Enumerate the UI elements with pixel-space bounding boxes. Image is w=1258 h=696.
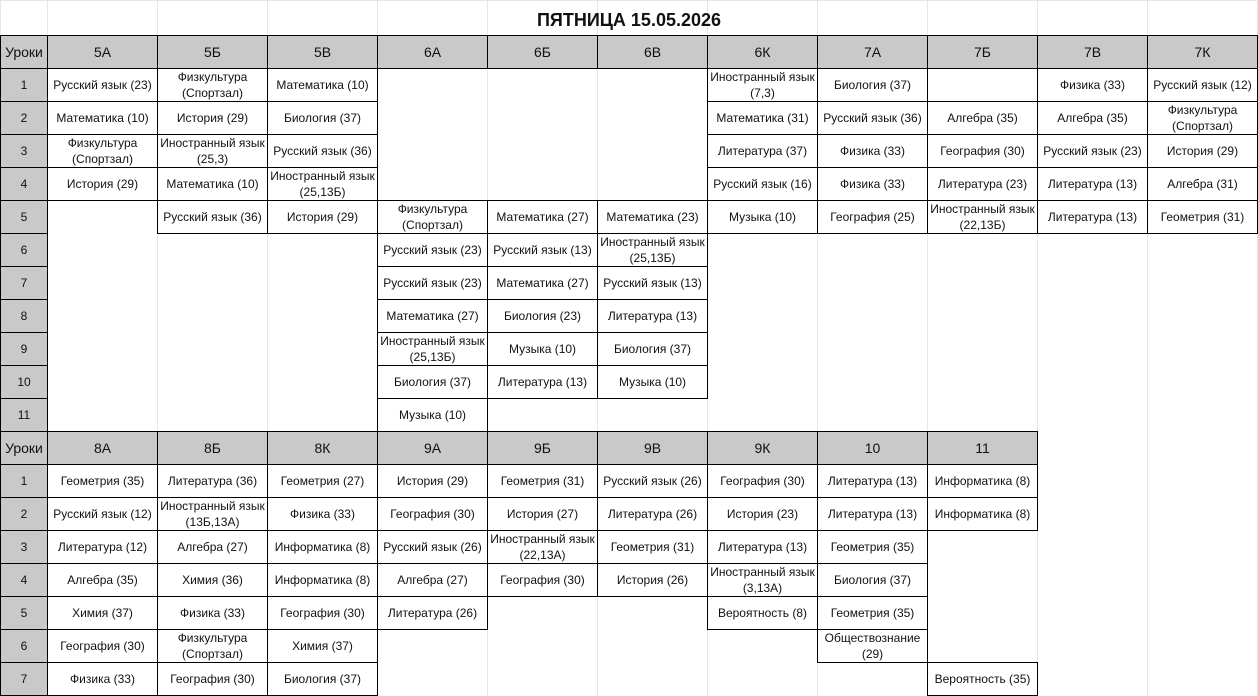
lesson-cell: Физкультура (Спортзал) — [47, 134, 158, 168]
lesson-cell: Математика (27) — [487, 266, 598, 300]
lesson-cell: Русский язык (16) — [707, 167, 818, 201]
lesson-cell: Физика (33) — [47, 662, 158, 696]
class-header: 7К — [1147, 35, 1258, 69]
lesson-number: 7 — [0, 662, 48, 696]
lesson-cell: Физика (33) — [817, 134, 928, 168]
lesson-cell: Геометрия (31) — [1147, 200, 1258, 234]
lesson-cell: Иностранный язык (22,13Б) — [927, 200, 1038, 234]
lesson-cell: География (30) — [267, 596, 378, 630]
lesson-number: 5 — [0, 200, 48, 234]
lesson-number: 4 — [0, 167, 48, 201]
class-header: 8Б — [157, 431, 268, 465]
lesson-cell: Русский язык (26) — [377, 530, 488, 564]
lesson-cell: Русский язык (36) — [267, 134, 378, 168]
class-header: 6К — [707, 35, 818, 69]
class-header: 9В — [597, 431, 708, 465]
lesson-cell: Физкультура (Спортзал) — [377, 200, 488, 234]
lesson-number: 7 — [0, 266, 48, 300]
lesson-cell: Физика (33) — [157, 596, 268, 630]
lesson-cell: Русский язык (23) — [377, 266, 488, 300]
class-header: 11 — [927, 431, 1038, 465]
lesson-cell: Русский язык (23) — [377, 233, 488, 267]
lesson-cell: Русский язык (12) — [1147, 68, 1258, 102]
lesson-cell: Математика (27) — [377, 299, 488, 333]
lesson-cell: Иностранный язык (25,13Б) — [597, 233, 708, 267]
lesson-cell: Русский язык (23) — [47, 68, 158, 102]
lesson-cell: Физкультура (Спортзал) — [157, 629, 268, 663]
lesson-cell: Музыка (10) — [377, 398, 488, 432]
lesson-cell: Литература (13) — [707, 530, 818, 564]
lesson-number: 3 — [0, 134, 48, 168]
class-header: 5А — [47, 35, 158, 69]
lesson-cell: Геометрия (35) — [817, 596, 928, 630]
lesson-cell: Литература (13) — [817, 497, 928, 531]
lesson-cell: Информатика (8) — [267, 563, 378, 597]
lesson-cell: Математика (27) — [487, 200, 598, 234]
lesson-cell: Информатика (8) — [927, 497, 1038, 531]
class-header: 8А — [47, 431, 158, 465]
lesson-cell: Математика (31) — [707, 101, 818, 135]
lesson-cell: Биология (37) — [817, 68, 928, 102]
lesson-number: 9 — [0, 332, 48, 366]
lesson-cell: Алгебра (27) — [157, 530, 268, 564]
lesson-cell: Геометрия (27) — [267, 464, 378, 498]
lesson-cell: Математика (23) — [597, 200, 708, 234]
lesson-cell: Русский язык (36) — [817, 101, 928, 135]
lesson-cell: География (30) — [707, 464, 818, 498]
lesson-cell: История (27) — [487, 497, 598, 531]
lesson-cell: Литература (13) — [597, 299, 708, 333]
lesson-cell: Биология (37) — [377, 365, 488, 399]
lesson-cell: Иностранный язык (13Б,13А) — [157, 497, 268, 531]
lesson-cell: Химия (37) — [267, 629, 378, 663]
lesson-cell: Алгебра (35) — [927, 101, 1038, 135]
lesson-number: 10 — [0, 365, 48, 399]
lesson-cell: География (30) — [487, 563, 598, 597]
lesson-cell: Литература (26) — [377, 596, 488, 630]
lesson-cell: Алгебра (31) — [1147, 167, 1258, 201]
class-header: 7А — [817, 35, 928, 69]
lesson-cell: Биология (23) — [487, 299, 598, 333]
lesson-cell: История (29) — [157, 101, 268, 135]
lesson-cell: История (26) — [597, 563, 708, 597]
lesson-cell: Иностранный язык (7,3) — [707, 68, 818, 102]
lesson-cell: География (30) — [927, 134, 1038, 168]
class-header: 10 — [817, 431, 928, 465]
lesson-cell: Обществознание (29) — [817, 629, 928, 663]
lesson-cell: Геометрия (35) — [817, 530, 928, 564]
lesson-cell: Химия (36) — [157, 563, 268, 597]
lesson-number: 3 — [0, 530, 48, 564]
lesson-cell: Геометрия (31) — [597, 530, 708, 564]
lesson-cell: География (30) — [157, 662, 268, 696]
class-header: 9А — [377, 431, 488, 465]
lesson-number: 4 — [0, 563, 48, 597]
lesson-cell: Иностранный язык (3,13А) — [707, 563, 818, 597]
lesson-cell: Литература (12) — [47, 530, 158, 564]
class-header: 5В — [267, 35, 378, 69]
lesson-cell: Музыка (10) — [707, 200, 818, 234]
lessons-header: Уроки — [0, 431, 48, 465]
lesson-cell: Химия (37) — [47, 596, 158, 630]
lesson-cell: Литература (26) — [597, 497, 708, 531]
lesson-cell: Музыка (10) — [597, 365, 708, 399]
lesson-cell: История (23) — [707, 497, 818, 531]
lesson-cell: Физкультура (Спортзал) — [157, 68, 268, 102]
lesson-cell: Физкультура (Спортзал) — [1147, 101, 1258, 135]
lesson-cell: Математика (10) — [47, 101, 158, 135]
lesson-cell: Русский язык (36) — [157, 200, 268, 234]
lesson-cell: Информатика (8) — [267, 530, 378, 564]
lesson-cell: История (29) — [47, 167, 158, 201]
lesson-cell: География (30) — [377, 497, 488, 531]
lesson-cell: Математика (10) — [267, 68, 378, 102]
lesson-cell: Алгебра (35) — [47, 563, 158, 597]
class-header: 9К — [707, 431, 818, 465]
class-header: 6В — [597, 35, 708, 69]
schedule-title: ПЯТНИЦА 15.05.2026 — [536, 9, 722, 30]
class-header: 6Б — [487, 35, 598, 69]
lesson-cell: История (29) — [267, 200, 378, 234]
lesson-cell: Русский язык (13) — [597, 266, 708, 300]
lesson-cell: Геометрия (31) — [487, 464, 598, 498]
lesson-cell: Физика (33) — [267, 497, 378, 531]
lesson-cell: Литература (13) — [487, 365, 598, 399]
lesson-cell: Геометрия (35) — [47, 464, 158, 498]
lesson-number: 1 — [0, 464, 48, 498]
lesson-cell: Вероятность (35) — [927, 662, 1038, 696]
class-header: 6А — [377, 35, 488, 69]
lesson-cell: Литература (13) — [1037, 200, 1148, 234]
lesson-cell: Иностранный язык (25,13Б) — [377, 332, 488, 366]
lesson-cell: Биология (37) — [817, 563, 928, 597]
lesson-cell: Информатика (8) — [927, 464, 1038, 498]
class-header: 7Б — [927, 35, 1038, 69]
lesson-cell: Биология (37) — [597, 332, 708, 366]
lesson-cell: Физика (33) — [817, 167, 928, 201]
lesson-cell: География (25) — [817, 200, 928, 234]
lesson-cell: Алгебра (35) — [1037, 101, 1148, 135]
lesson-number: 6 — [0, 629, 48, 663]
lesson-cell: Литература (13) — [1037, 167, 1148, 201]
lesson-cell: Русский язык (23) — [1037, 134, 1148, 168]
lesson-cell: Физика (33) — [1037, 68, 1148, 102]
class-header: 9Б — [487, 431, 598, 465]
lesson-number: 1 — [0, 68, 48, 102]
lesson-number: 2 — [0, 497, 48, 531]
lesson-cell: Математика (10) — [157, 167, 268, 201]
lesson-number: 5 — [0, 596, 48, 630]
lesson-cell: География (30) — [47, 629, 158, 663]
lesson-cell: Русский язык (26) — [597, 464, 708, 498]
lesson-cell: Иностранный язык (25,3) — [157, 134, 268, 168]
lesson-cell: Иностранный язык (25,13Б) — [267, 167, 378, 201]
class-header: 8К — [267, 431, 378, 465]
lesson-cell: Литература (37) — [707, 134, 818, 168]
lessons-header: Уроки — [0, 35, 48, 69]
class-header: 7В — [1037, 35, 1148, 69]
lesson-cell: Русский язык (13) — [487, 233, 598, 267]
lesson-cell: Алгебра (27) — [377, 563, 488, 597]
lesson-cell: Биология (37) — [267, 101, 378, 135]
lesson-number: 6 — [0, 233, 48, 267]
lesson-cell: История (29) — [377, 464, 488, 498]
lesson-cell: Литература (13) — [817, 464, 928, 498]
lesson-cell: Музыка (10) — [487, 332, 598, 366]
lesson-cell: Литература (23) — [927, 167, 1038, 201]
class-header: 5Б — [157, 35, 268, 69]
lesson-cell: Биология (37) — [267, 662, 378, 696]
lesson-cell: Вероятность (8) — [707, 596, 818, 630]
lesson-cell: История (29) — [1147, 134, 1258, 168]
lesson-number: 11 — [0, 398, 48, 432]
lesson-cell: Литература (36) — [157, 464, 268, 498]
lesson-cell: Русский язык (12) — [47, 497, 158, 531]
lesson-number: 2 — [0, 101, 48, 135]
lesson-number: 8 — [0, 299, 48, 333]
lesson-cell: Иностранный язык (22,13А) — [487, 530, 598, 564]
gridline — [0, 0, 1258, 1]
